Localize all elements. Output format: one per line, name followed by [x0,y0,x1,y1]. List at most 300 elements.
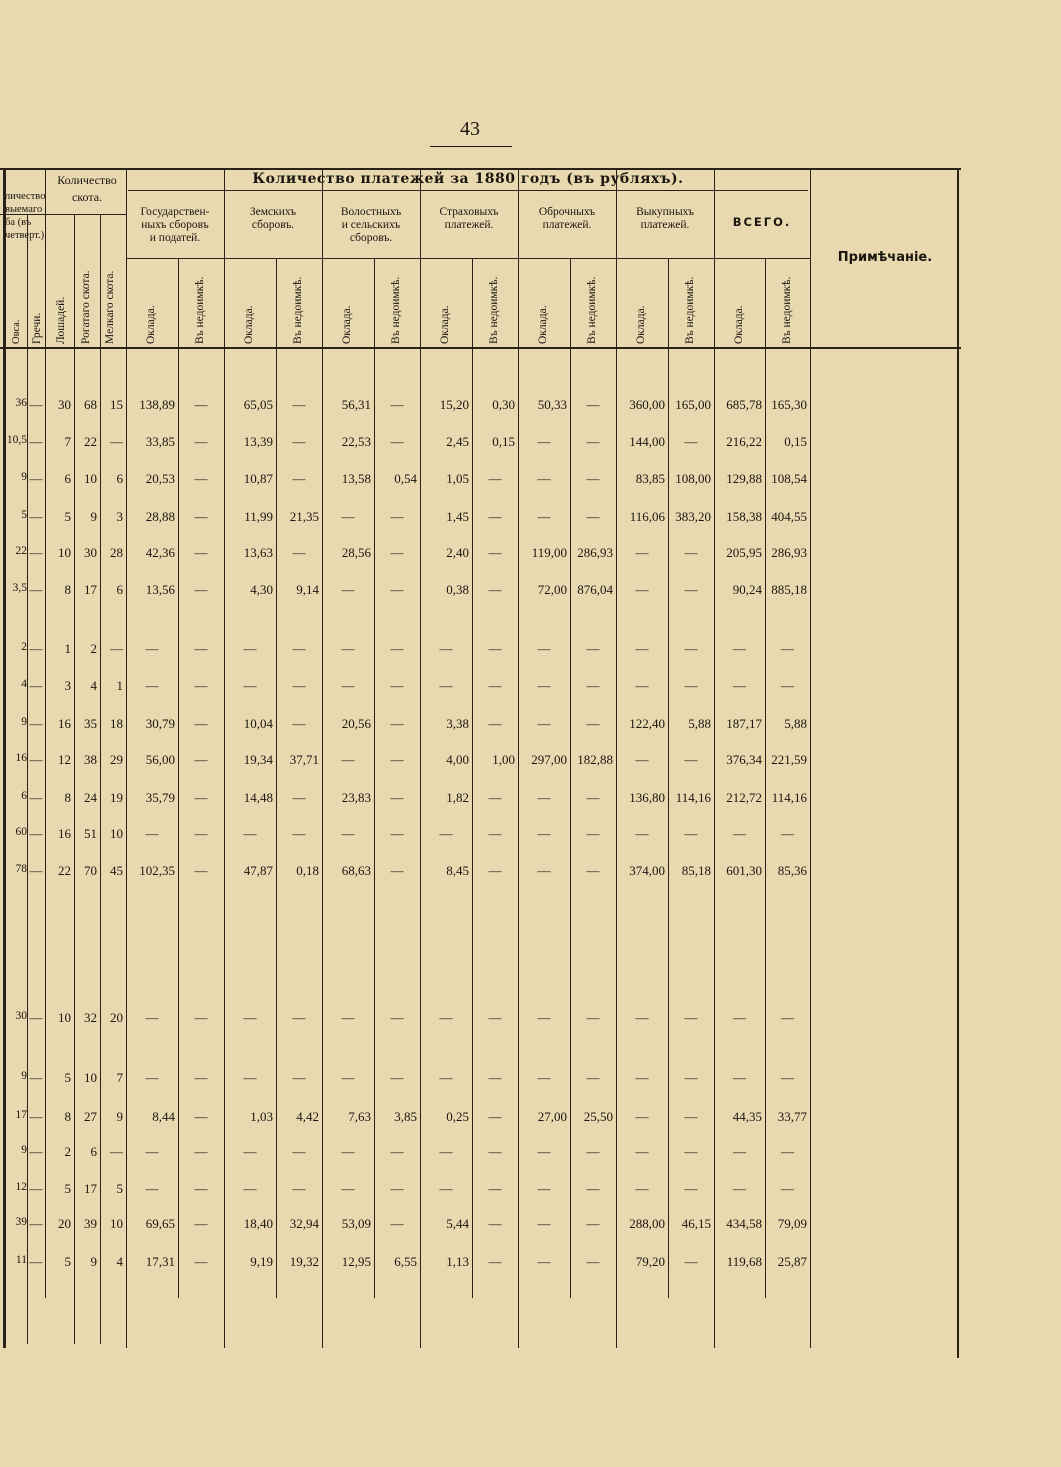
oklad-cell: 53,09 [341,1216,371,1231]
nedoimka-cell: — [194,863,208,878]
oats-cell: 39 [15,1216,27,1228]
oats-cell: 16 [15,752,27,764]
oklad-cell: 136,80 [629,790,665,805]
oklad-cell: 1,45 [446,509,469,524]
oklad-cell: 18,40 [243,1216,273,1231]
buckwheat-cell: — [29,790,43,805]
small-livestock-cell: 6 [116,471,123,486]
nedoimka-cell: — [684,826,698,841]
small-livestock-cell: 18 [110,716,123,731]
horses-cell: 16 [58,826,71,841]
groups-bottom-rule [126,258,810,259]
buckwheat-cell: — [29,678,43,693]
oklad-cell: — [537,1254,551,1269]
nedoimka-cell: — [390,1070,404,1085]
nedoimka-cell: 19,32 [289,1254,319,1269]
nedoimka-cell: — [194,1181,208,1196]
oklad-cell: 13,58 [341,471,371,486]
oats-cell: 10,5 [6,434,27,446]
left-col-rule [74,214,75,1344]
oklad-cell: 15,20 [439,397,469,412]
horses-header: Лошадей. [55,296,67,344]
seed-header-line-3: ба (въ [5,217,32,228]
page-number: 43 [460,118,480,140]
nedoimka-cell: — [194,1010,208,1025]
oklad-cell: 10,04 [243,716,273,731]
header-bottom-rule [0,347,961,349]
nedoimka-cell: — [292,1070,306,1085]
nedoimka-cell: — [684,1109,698,1124]
oklad-header: Оклада. [243,305,255,344]
oklad-cell: — [439,826,453,841]
oats-cell: 36 [15,397,27,409]
left-col-rule [100,214,101,1344]
buckwheat-cell: — [29,641,43,656]
oklad-header: Оклада. [341,305,353,344]
oklad-cell: 13,39 [243,434,273,449]
horses-cell: 16 [58,716,71,731]
oklad-cell: — [439,1144,453,1159]
oklad-cell: — [733,641,746,656]
group-header-line: Волостныхъ [340,206,402,218]
oklad-cell: 297,00 [531,752,567,767]
oklad-cell: — [341,1181,355,1196]
oklad-cell: — [243,1144,257,1159]
cattle-cell: 39 [84,1216,97,1231]
oklad-cell: — [145,1144,159,1159]
horses-cell: 5 [64,509,71,524]
small-livestock-cell: — [110,434,123,449]
nedoimka-cell: — [488,582,502,597]
horses-cell: 10 [58,1010,71,1025]
oklad-cell: — [635,752,649,767]
oklad-cell: 20,53 [145,471,175,486]
oklad-cell: — [243,1010,257,1025]
oats-cell: 11 [15,1254,27,1266]
small-livestock-cell: 3 [116,509,123,524]
group-header [714,216,810,229]
oklad-cell: — [635,1144,649,1159]
small-livestock-cell: 9 [116,1109,123,1124]
oklad-cell: — [439,1181,453,1196]
cattle-cell: 6 [90,1144,97,1159]
oklad-cell: 360,00 [629,397,665,412]
nedoimka-cell: 286,93 [771,545,807,560]
oklad-cell: 27,00 [537,1109,567,1124]
nedoimka-cell: — [390,434,404,449]
oklad-cell: — [537,1144,551,1159]
oklad-cell: — [733,1181,746,1196]
oats-cell: 5 [21,509,27,521]
nedoimka-cell: 5,88 [784,716,807,731]
horses-cell: 5 [64,1181,71,1196]
group-header-line: платежей. [444,219,494,231]
nedoimka-cell: — [292,397,306,412]
oklad-cell: — [537,509,551,524]
cattle-cell: 2 [90,641,97,656]
nedoimka-cell: — [586,790,600,805]
group-header-line: ВСЕГО. [732,215,792,229]
oklad-cell: — [145,826,159,841]
horses-cell: 2 [64,1144,71,1159]
cattle-cell: 9 [90,1254,97,1269]
nedoimka-cell: — [292,790,306,805]
small-livestock-cell: 20 [110,1010,123,1025]
nedoimka-cell: — [390,582,404,597]
oklad-cell: — [537,1010,551,1025]
oklad-cell: — [341,582,355,597]
nedoimka-cell: — [586,826,600,841]
nedoimka-cell: — [292,641,306,656]
cattle-cell: 10 [84,1070,97,1085]
group-header-line: Выкупныхъ [636,206,694,218]
oklad-cell: 2,45 [446,434,469,449]
nedoimka-cell: 404,55 [771,509,807,524]
left-col-rule [27,214,28,1344]
nedoimka-cell: — [194,1144,208,1159]
oklad-cell: 2,40 [446,545,469,560]
oklad-cell: 116,06 [629,509,665,524]
nedoimka-cell: — [194,1109,208,1124]
oklad-cell: — [243,826,257,841]
oklad-cell: 9,19 [250,1254,273,1269]
nedoimka-cell: — [781,641,794,656]
oats-cell: 60 [15,826,27,838]
buckwheat-cell: — [29,863,43,878]
oklad-cell: 216,22 [726,434,762,449]
nedoimka-cell: — [390,397,404,412]
oklad-cell: 13,63 [243,545,273,560]
oklad-cell: — [733,1144,746,1159]
oklad-cell: 69,65 [145,1216,175,1231]
cattle-cell: 24 [84,790,97,805]
oklad-cell: 17,31 [145,1254,175,1269]
oklad-cell: 376,34 [726,752,762,767]
nedoimka-cell: 108,00 [675,471,711,486]
nedoimka-cell: — [684,1070,698,1085]
nedoimka-cell: 25,50 [583,1109,613,1124]
oklad-cell: 72,00 [537,582,567,597]
oklad-cell: 434,58 [726,1216,762,1231]
oklad-cell: 8,44 [152,1109,175,1124]
small-livestock-cell: 7 [116,1070,123,1085]
horses-cell: 6 [64,471,71,486]
oats-cell: 78 [15,863,27,875]
nedoimka-cell: — [586,471,600,486]
oklad-cell: 79,20 [635,1254,665,1269]
nedoimka-cell: — [684,1010,698,1025]
nedoimka-cell: — [586,1254,600,1269]
group-header [224,206,322,232]
nedoimka-cell: — [390,1216,404,1231]
oklad-cell: 129,88 [726,471,762,486]
oats-cell: 12 [15,1181,27,1193]
nedoimka-cell: — [390,1181,404,1196]
nedoimka-header: Въ недоимкѣ. [194,276,206,344]
nedoimka-cell: — [586,641,600,656]
nedoimka-cell: — [194,545,208,560]
small-livestock-cell: — [110,1144,123,1159]
horses-cell: 12 [58,752,71,767]
nedoimka-cell: — [684,434,698,449]
oklad-cell: — [733,1070,746,1085]
nedoimka-cell: — [194,790,208,805]
nedoimka-cell: — [488,863,502,878]
oklad-header: Оклада. [635,305,647,344]
oklad-cell: 13,56 [145,582,175,597]
nedoimka-cell: 37,71 [289,752,319,767]
oklad-cell: 20,56 [341,716,371,731]
oklad-cell: 33,85 [145,434,175,449]
oklad-cell: 187,17 [726,716,762,731]
oats-cell: 9 [21,471,27,483]
cattle-cell: 9 [90,509,97,524]
oklad-cell: 288,00 [629,1216,665,1231]
oklad-cell: 23,83 [341,790,371,805]
sub-rule [276,258,277,1298]
oklad-cell: — [537,790,551,805]
nedoimka-cell: — [292,1010,306,1025]
small-livestock-cell: — [110,641,123,656]
small-livestock-cell: 19 [110,790,123,805]
oklad-cell: 4,00 [446,752,469,767]
group-header [616,206,714,232]
oklad-cell: 11,99 [244,509,273,524]
nedoimka-cell: — [488,471,502,486]
buckwheat-cell: — [29,545,43,560]
sub-rule [178,258,179,1298]
horses-cell: 22 [58,863,71,878]
buckwheat-cell: — [29,1070,43,1085]
oklad-cell: 158,38 [726,509,762,524]
group-rule [810,168,811,1348]
nedoimka-cell: — [488,1216,502,1231]
buckwheat-cell: — [29,1216,43,1231]
oats-cell: 9 [21,1070,27,1082]
nedoimka-cell: — [684,641,698,656]
nedoimka-cell: — [390,716,404,731]
oklad-cell: — [537,471,551,486]
note-header: Примѣчаніе. [837,250,933,265]
oklad-cell: 205,95 [726,545,762,560]
oats-cell: 2 [21,641,27,653]
oklad-cell: 30,79 [145,716,175,731]
cattle-cell: 68 [84,397,97,412]
oklad-cell: 119,68 [726,1254,762,1269]
oklad-cell: — [341,1010,355,1025]
group-header [126,206,224,245]
nedoimka-cell: — [390,790,404,805]
oats-cell: 9 [21,716,27,728]
nedoimka-cell: — [292,434,306,449]
oklad-cell: 0,38 [446,582,469,597]
oklad-cell: — [243,1070,257,1085]
oats-cell: 9 [21,1144,27,1156]
seed-header-line-4: четверт.) [5,230,45,241]
nedoimka-cell: 33,77 [777,1109,807,1124]
buckwheat-cell: — [29,716,43,731]
oklad-cell: 90,24 [732,582,762,597]
nedoimka-cell: 21,35 [289,509,319,524]
nedoimka-cell: — [488,716,502,731]
oklad-cell: — [537,641,551,656]
nedoimka-cell: 221,59 [771,752,807,767]
oklad-cell: 42,36 [145,545,175,560]
oklad-cell: 1,03 [250,1109,273,1124]
nedoimka-cell: — [586,434,600,449]
oklad-cell: 1,82 [446,790,469,805]
oklad-cell: 50,33 [537,397,567,412]
nedoimka-cell: — [194,434,208,449]
nedoimka-cell: — [684,1181,698,1196]
oklad-cell: — [145,1181,159,1196]
oklad-cell: — [635,1010,649,1025]
nedoimka-cell: — [292,1181,306,1196]
small-livestock-cell: 4 [116,1254,123,1269]
oklad-cell: — [439,1010,453,1025]
oklad-cell: — [341,1144,355,1159]
table-top-rule [0,168,961,170]
seed-header-line-1: личество [5,191,46,202]
oklad-cell: 8,45 [446,863,469,878]
nedoimka-cell: — [684,545,698,560]
nedoimka-cell: — [488,790,502,805]
nedoimka-cell: — [390,752,404,767]
nedoimka-cell: — [586,716,600,731]
oklad-cell: — [537,863,551,878]
oklad-cell: — [341,752,355,767]
sub-rule [668,258,669,1298]
cattle-cell: 70 [84,863,97,878]
nedoimka-cell: — [292,716,306,731]
nedoimka-cell: 0,15 [492,434,515,449]
oklad-cell: — [439,678,453,693]
nedoimka-cell: 9,14 [296,582,319,597]
small-livestock-cell: 29 [110,752,123,767]
oklad-cell: — [635,1109,649,1124]
oklad-cell: 5,44 [446,1216,469,1231]
nedoimka-cell: — [488,1109,502,1124]
nedoimka-cell: 383,20 [675,509,711,524]
group-header-line: сборовъ. [251,219,295,231]
nedoimka-cell: 0,30 [492,397,515,412]
nedoimka-cell: — [781,826,794,841]
oklad-cell: 212,72 [726,790,762,805]
oklad-cell: 3,38 [446,716,469,731]
nedoimka-cell: — [488,641,502,656]
oklad-cell: — [145,1070,159,1085]
oklad-cell: — [733,678,746,693]
cattle-cell: 4 [90,678,97,693]
buckwheat-cell: — [29,1010,43,1025]
oklad-cell: — [635,1070,649,1085]
buckwheat-cell: — [29,434,43,449]
nedoimka-cell: — [390,641,404,656]
oklad-cell: 44,35 [732,1109,762,1124]
oklad-cell: 374,00 [629,863,665,878]
nedoimka-cell: — [194,509,208,524]
nedoimka-cell: — [390,1010,404,1025]
nedoimka-cell: — [194,582,208,597]
nedoimka-cell: 6,55 [394,1254,417,1269]
oklad-cell: 10,87 [243,471,273,486]
nedoimka-cell: — [194,471,208,486]
nedoimka-cell: — [586,1070,600,1085]
nedoimka-cell: 286,93 [577,545,613,560]
oklad-cell: — [341,641,355,656]
nedoimka-cell: — [390,678,404,693]
oklad-cell: — [341,826,355,841]
oats-header: Овса. [11,319,22,344]
oklad-cell: — [733,1010,746,1025]
nedoimka-cell: 114,16 [675,790,711,805]
nedoimka-cell: 79,09 [777,1216,807,1231]
oklad-cell: — [537,1070,551,1085]
nedoimka-cell: 32,94 [289,1216,319,1231]
oats-cell: 4 [21,678,27,690]
nedoimka-cell: — [390,863,404,878]
oklad-cell: 14,48 [243,790,273,805]
nedoimka-cell: 46,15 [681,1216,711,1231]
nedoimka-cell: — [684,1254,698,1269]
sub-rule [570,258,571,1298]
nedoimka-cell: — [194,716,208,731]
buckwheat-cell: — [29,509,43,524]
nedoimka-cell: 165,00 [675,397,711,412]
nedoimka-cell: — [390,826,404,841]
oats-cell: 30 [15,1010,27,1022]
horses-cell: 7 [64,434,71,449]
nedoimka-cell: 25,87 [777,1254,807,1269]
nedoimka-cell: — [586,1181,600,1196]
cattle-cell: 22 [84,434,97,449]
small-livestock-header: Мелкаго скота. [104,270,116,344]
buckwheat-cell: — [29,826,43,841]
nedoimka-cell: 1,00 [492,752,515,767]
oklad-cell: 138,89 [139,397,175,412]
nedoimka-cell: — [292,471,306,486]
buckwheat-cell: — [29,397,43,412]
group-header-line: Страховыхъ [439,206,499,218]
oklad-cell: — [635,826,649,841]
nedoimka-cell: 108,54 [771,471,807,486]
nedoimka-cell: — [586,397,600,412]
nedoimka-cell: — [488,1144,502,1159]
seed-header [5,190,45,242]
nedoimka-cell: — [194,826,208,841]
horses-cell: 8 [64,582,71,597]
nedoimka-cell: — [488,1181,502,1196]
buckwheat-cell: — [29,752,43,767]
buckwheat-cell: — [29,1109,43,1124]
nedoimka-cell: — [586,1010,600,1025]
oklad-cell: 28,88 [145,509,175,524]
oklad-cell: — [243,678,257,693]
nedoimka-cell: — [194,1216,208,1231]
group-header-line: Оброчныхъ [538,206,596,218]
oklad-cell: 83,85 [635,471,665,486]
oklad-cell: 1,05 [446,471,469,486]
horses-cell: 30 [58,397,71,412]
nedoimka-header: Въ недоимкѣ. [684,276,696,344]
oklad-cell: 65,05 [243,397,273,412]
oklad-cell: — [537,826,551,841]
oklad-cell: 685,78 [726,397,762,412]
oklad-cell: 56,00 [145,752,175,767]
oklad-cell: 35,79 [145,790,175,805]
oklad-cell: 0,25 [446,1109,469,1124]
nedoimka-cell: 885,18 [771,582,807,597]
